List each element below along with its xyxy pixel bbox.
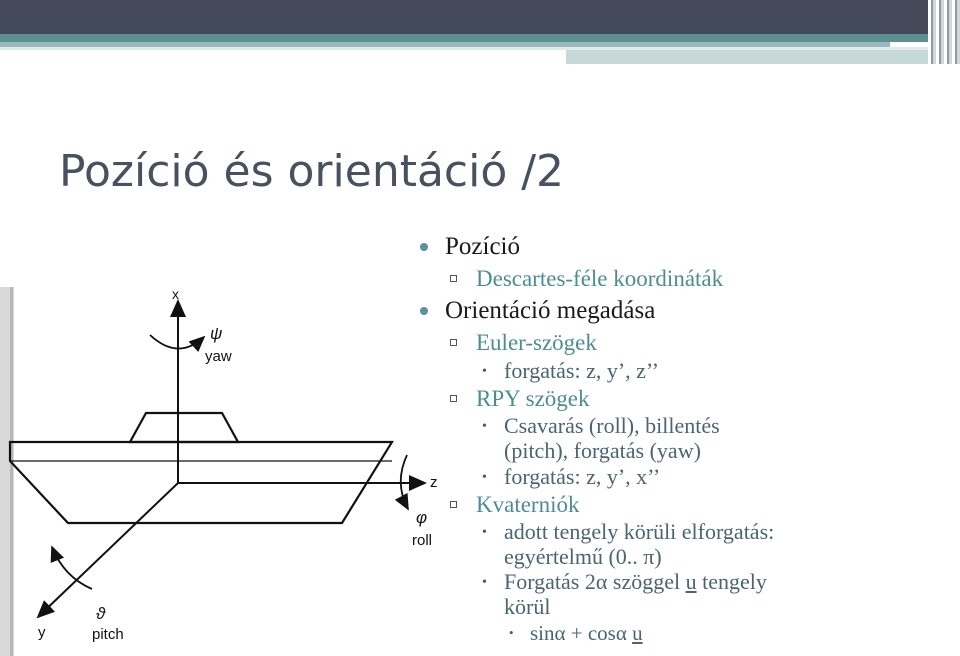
bullet-text: körül <box>504 594 551 619</box>
pitch-arc <box>52 547 92 589</box>
bullet-text: Forgatás 2α szöggel <box>504 569 686 594</box>
list-item-continuation <box>420 594 940 620</box>
bullet-square-icon <box>450 501 457 508</box>
bullet-text: forgatás: z, y’, z’’ <box>504 358 659 383</box>
bullet-text: adott tengely körüli elforgatás: <box>504 519 775 544</box>
bullet-text: forgatás: z, y’, x’’ <box>504 464 661 489</box>
vector-u: u <box>632 621 643 645</box>
bullet-dot-icon: • <box>482 575 487 590</box>
bullet-text: tengely <box>696 569 767 594</box>
list-item <box>420 264 940 294</box>
list-item-continuation <box>420 544 940 570</box>
bullet-text: Euler-szögek <box>476 330 597 355</box>
formula-text: sinα + cosα <box>530 621 633 645</box>
ship-axes-figure <box>0 287 448 656</box>
list-item <box>420 464 940 490</box>
bullet-dot-icon: • <box>509 625 514 640</box>
z-axis-label: z <box>430 474 438 491</box>
bullet-text: Pozíció <box>445 233 520 260</box>
list-item <box>420 230 940 264</box>
list-item <box>420 328 940 358</box>
bullet-text: RPY szögek <box>476 386 590 411</box>
bullet-dot-icon: • <box>482 525 487 540</box>
x-axis-label: x <box>172 287 179 302</box>
bullet-text: Orientáció megadása <box>445 297 656 324</box>
yaw-symbol: ψ <box>210 324 223 343</box>
bullet-square-icon <box>450 395 457 402</box>
list-item-continuation <box>420 438 940 464</box>
ship-hull <box>10 413 392 523</box>
bullet-text: egyértelmű (0.. π) <box>504 544 662 569</box>
header-band <box>0 0 960 34</box>
roll-symbol: φ <box>416 508 428 527</box>
bullet-text: (pitch), forgatás (yaw) <box>504 438 701 463</box>
header-accent-band <box>0 34 960 42</box>
roll-label: roll <box>412 532 433 549</box>
pitch-symbol: ϑ <box>96 604 106 623</box>
list-item <box>420 294 940 328</box>
header-accent-line <box>0 42 890 47</box>
bullet-dot-icon: • <box>482 419 487 434</box>
bullet-text: Csavarás (roll), billentés <box>504 413 720 438</box>
bullet-dot-icon <box>420 243 428 251</box>
bullet-text: Kvaterniók <box>476 492 580 517</box>
bullet-square-icon <box>450 275 457 282</box>
list-item <box>420 358 940 384</box>
bullet-dot-icon: • <box>482 364 487 379</box>
list-item <box>420 520 940 544</box>
vector-u: u <box>685 569 697 594</box>
bullet-list <box>420 230 940 646</box>
bullet-square-icon <box>450 339 457 346</box>
list-item <box>420 490 940 520</box>
slide-title: Pozíció és orientáció /2 <box>59 146 565 197</box>
list-item <box>420 620 940 646</box>
header-edge-stripes <box>928 0 960 64</box>
bullet-dot-icon: • <box>482 470 487 485</box>
pitch-label: pitch <box>92 626 124 643</box>
yaw-label: yaw <box>205 348 232 365</box>
header-accent-line <box>566 50 960 64</box>
y-axis-label: y <box>38 624 46 641</box>
bullet-text: Descartes-féle koordináták <box>476 266 724 291</box>
list-item <box>420 414 940 438</box>
list-item <box>420 384 940 414</box>
bullet-dot-icon <box>420 307 428 315</box>
list-item <box>420 570 940 594</box>
